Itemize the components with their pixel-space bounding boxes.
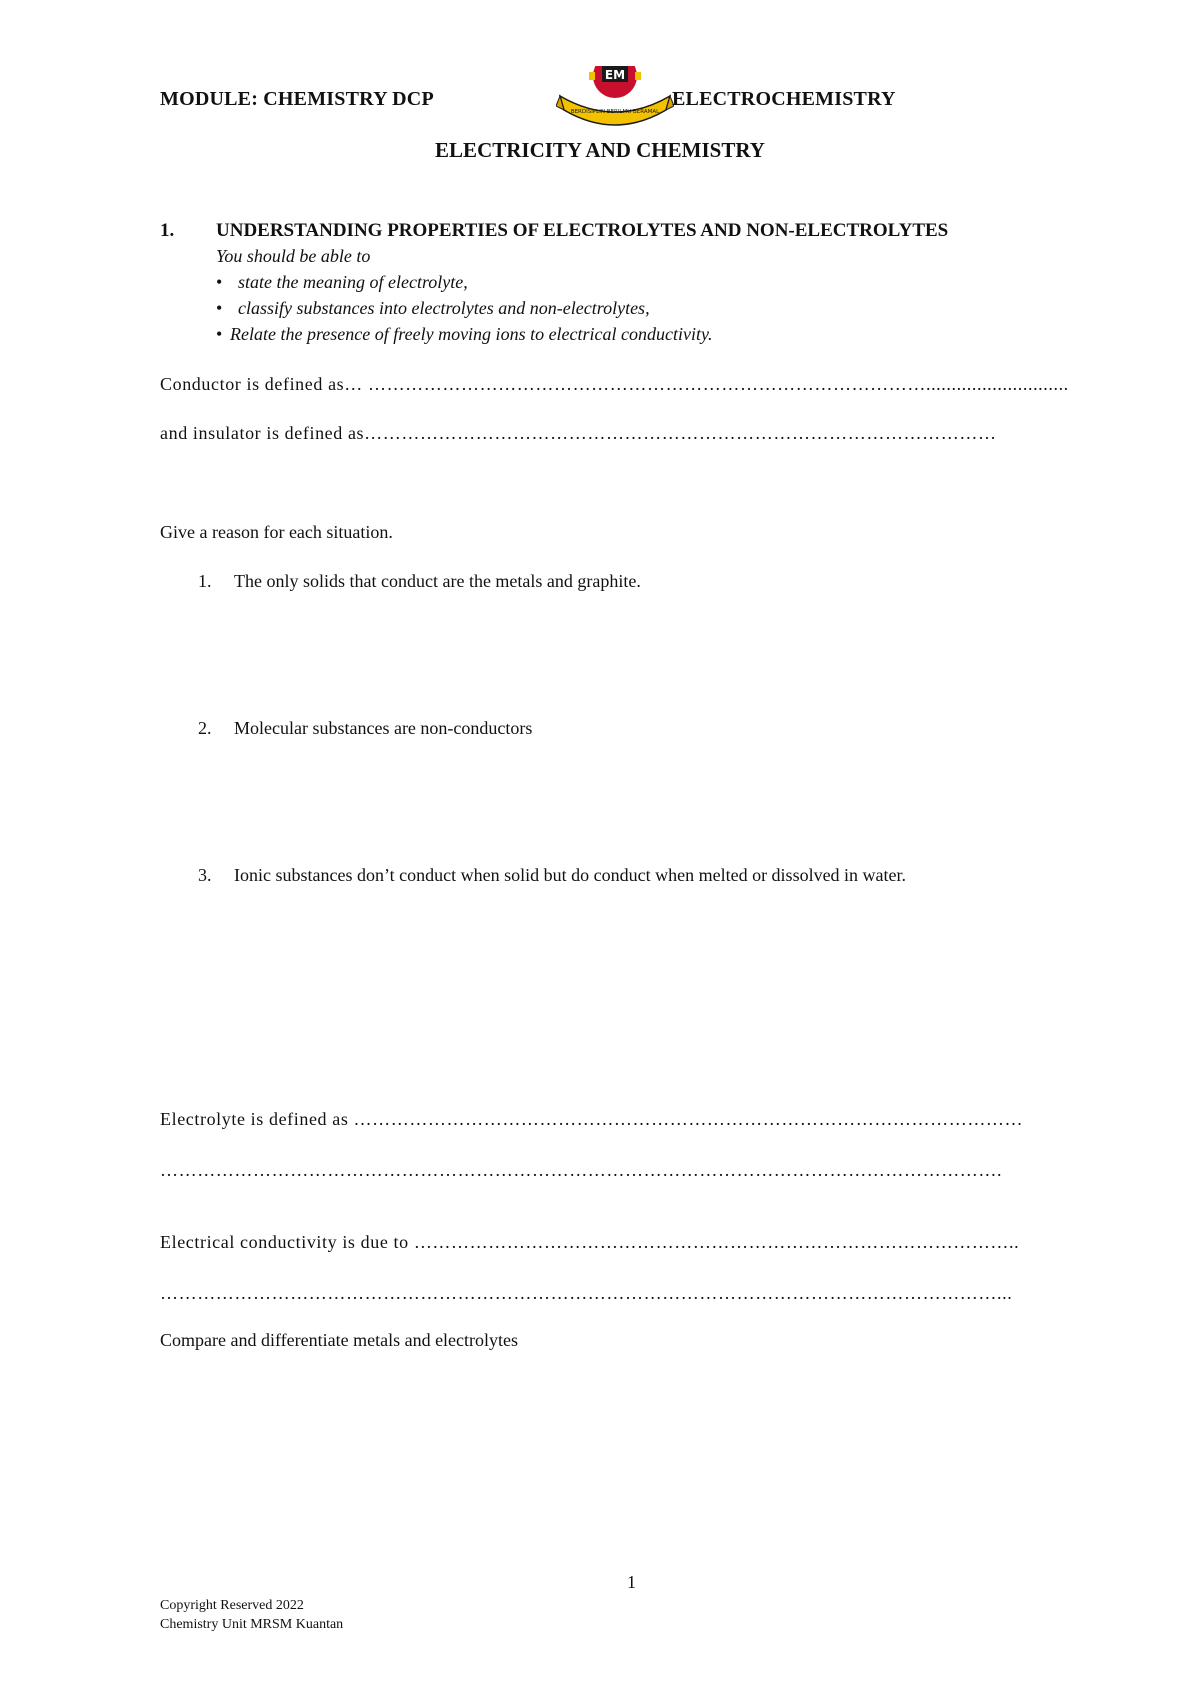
objective-item: • Relate the presence of freely moving ions to electrical conductivity. <box>216 324 713 344</box>
section-heading: UNDERSTANDING PROPERTIES OF ELECTROLYTES AND NON-ELECTROLYTES <box>216 220 949 241</box>
reason-number: 1. <box>198 571 212 591</box>
svg-text:EM: EM <box>604 68 626 82</box>
reason-number: 3. <box>198 865 212 885</box>
objective-item: • state the meaning of electrolyte, <box>216 272 468 292</box>
reason-text: Ionic substances don’t conduct when solid but do conduct when melted or dissolved in water. <box>234 865 907 885</box>
page-number: 1 <box>627 1572 636 1592</box>
header-topic: ELECTROCHEMISTRY <box>672 88 896 110</box>
objectives-intro: You should be able to <box>216 246 371 266</box>
compare-prompt: Compare and differentiate metals and electrolytes <box>160 1330 519 1350</box>
conductor-definition-line: Conductor is defined as… ………………………………………………………………………………............................ <box>160 374 1069 394</box>
page-title: ELECTRICITY AND CHEMISTRY <box>435 138 765 162</box>
school-logo <box>556 66 674 128</box>
conductivity-line: Electrical conductivity is due to …………………………………………………………………………………….. <box>160 1232 1020 1252</box>
bullet-icon: • <box>216 298 223 318</box>
electrolyte-definition-line: Electrolyte is defined as ……………………………………………………………………………………………… <box>160 1109 1024 1129</box>
footer-unit: Chemistry Unit MRSM Kuantan <box>160 1617 344 1632</box>
bullet-icon: • <box>216 272 223 292</box>
reason-text: The only solids that conduct are the metals and graphite. <box>234 571 641 591</box>
header-module: MODULE: CHEMISTRY DCP <box>160 88 434 110</box>
reason-text: Molecular substances are non-conductors <box>234 718 533 738</box>
electrolyte-definition-continuation: ………………………………………………………………………………………………………………………. <box>160 1160 1003 1180</box>
section-number: 1. <box>160 220 175 241</box>
svg-text:BERDISIPLIN BERILMU BERAMAL: BERDISIPLIN BERILMU BERAMAL <box>570 109 660 115</box>
insulator-definition-line: and insulator is defined as………………………………………………………………………………………… <box>160 423 997 443</box>
objective-item: • classify substances into electrolytes and non-electrolytes, <box>216 298 650 318</box>
reasons-prompt: Give a reason for each situation. <box>160 522 393 542</box>
conductivity-continuation: ………………………………………………………………………………………………………………………... <box>160 1283 1013 1303</box>
footer-copyright: Copyright Reserved 2022 <box>160 1598 304 1613</box>
reason-number: 2. <box>198 718 212 738</box>
bullet-icon: • <box>216 324 223 344</box>
